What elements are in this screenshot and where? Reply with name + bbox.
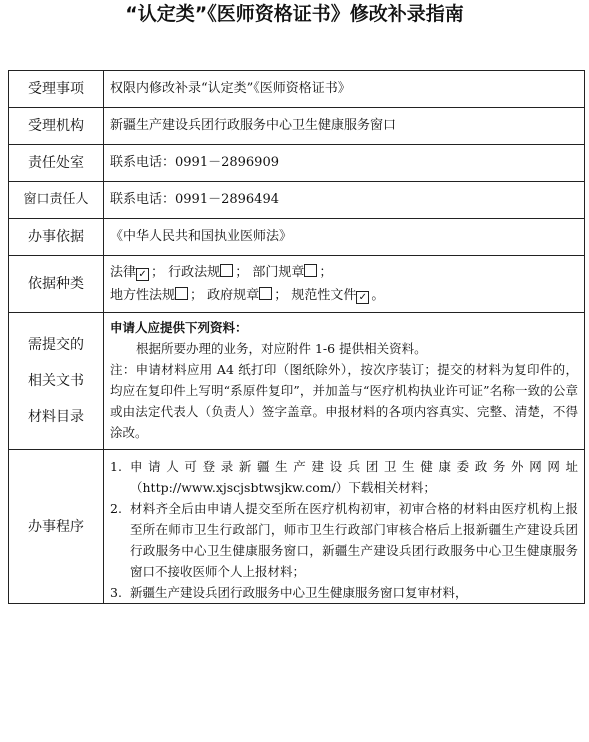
row-basis (9, 219, 585, 256)
basis-type-label: 依据种类 (9, 256, 104, 313)
procedure-step: 2. 材料齐全后由申请人提交至所在医疗机构初审，初审合格的材料由医疗机构上报至所在师市卫生行政部门，师市卫生行政部门审核合格后上报新疆生产建设兵团行政服务中心卫生健康服务窗口，新疆生产建设兵团行政服务中心卫生健康服务窗口不接收医师个人上报材料； (110, 501, 578, 579)
checkbox-checked-icon: ✓ (136, 268, 149, 281)
row-window-person (9, 182, 585, 219)
checkbox-empty-icon (304, 264, 317, 277)
basis-type-options (104, 256, 585, 313)
procedure-step: 3. 新疆生产建设兵团行政服务中心卫生健康服务窗口复审材料， (110, 585, 468, 600)
option-normative-docs: 规范性文件 ✓ 。 (291, 288, 385, 303)
row-basis-type (9, 256, 585, 313)
option-local-regulation: 地方性法规 ； (110, 288, 204, 303)
matter-value: 权限内修改补录“认定类”《医师资格证书》 (104, 71, 585, 108)
procedure-step: 1. 申请人可登录新疆生产建设兵团卫生健康委政务外网网址（http://www.xjscjsbtwsjkw.com/）下载相关材料； (110, 459, 578, 495)
option-dept-rules: 部门规章 ； (252, 265, 333, 280)
matter-label: 受理事项 (9, 71, 104, 108)
row-materials (9, 313, 585, 450)
checkbox-empty-icon (175, 287, 188, 300)
basis-type-line-2 (110, 284, 576, 307)
checkbox-empty-icon (220, 264, 233, 277)
materials-heading: 申请人应提供下列资料： (110, 320, 248, 335)
procedure-content (104, 450, 585, 604)
materials-content (104, 313, 585, 450)
materials-note: 注：申请材料应用 A4 纸打印（图纸除外），按次序装订；提交的材料为复印件的，均应在复印件上写明“系原件复印”，并加盖与“医疗机构执业许可证”名称一致的公章或由法定代表人（负责人）签字盖章。申报材料的各项内容真实、完整、清楚，不得涂改。 (110, 362, 578, 440)
page-title: “认定类”《医师资格证书》修改补录指南 (125, 3, 464, 25)
basis-value: 《中华人民共和国执业医师法》 (104, 219, 585, 256)
option-gov-rules: 政府规章 ； (207, 288, 288, 303)
procedure-label: 办事程序 (9, 450, 104, 604)
row-matter (9, 71, 585, 108)
window-person-label: 窗口责任人 (9, 182, 104, 219)
materials-paragraph: 根据所要办理的业务，对应附件 1-6 提供相关资料。 (136, 341, 427, 356)
agency-value: 新疆生产建设兵团行政服务中心卫生健康服务窗口 (104, 108, 585, 145)
option-admin-regulation: 行政法规 ； (168, 265, 249, 280)
checkbox-empty-icon (259, 287, 272, 300)
row-procedure (9, 450, 585, 604)
office-label: 责任处室 (9, 145, 104, 182)
materials-label: 需提交的 相关文书 材料目录 (9, 313, 104, 450)
row-office (9, 145, 585, 182)
guide-table (8, 70, 585, 604)
office-phone: 联系电话：0991－2896909 (104, 145, 585, 182)
option-law: 法律 ✓ ； (110, 265, 165, 280)
basis-type-line-1 (110, 261, 576, 284)
window-person-phone: 联系电话：0991－2896494 (104, 182, 585, 219)
checkbox-checked-icon: ✓ (356, 291, 369, 304)
row-agency (9, 108, 585, 145)
procedure-steps (110, 456, 578, 603)
basis-label: 办事依据 (9, 219, 104, 256)
agency-label: 受理机构 (9, 108, 104, 145)
